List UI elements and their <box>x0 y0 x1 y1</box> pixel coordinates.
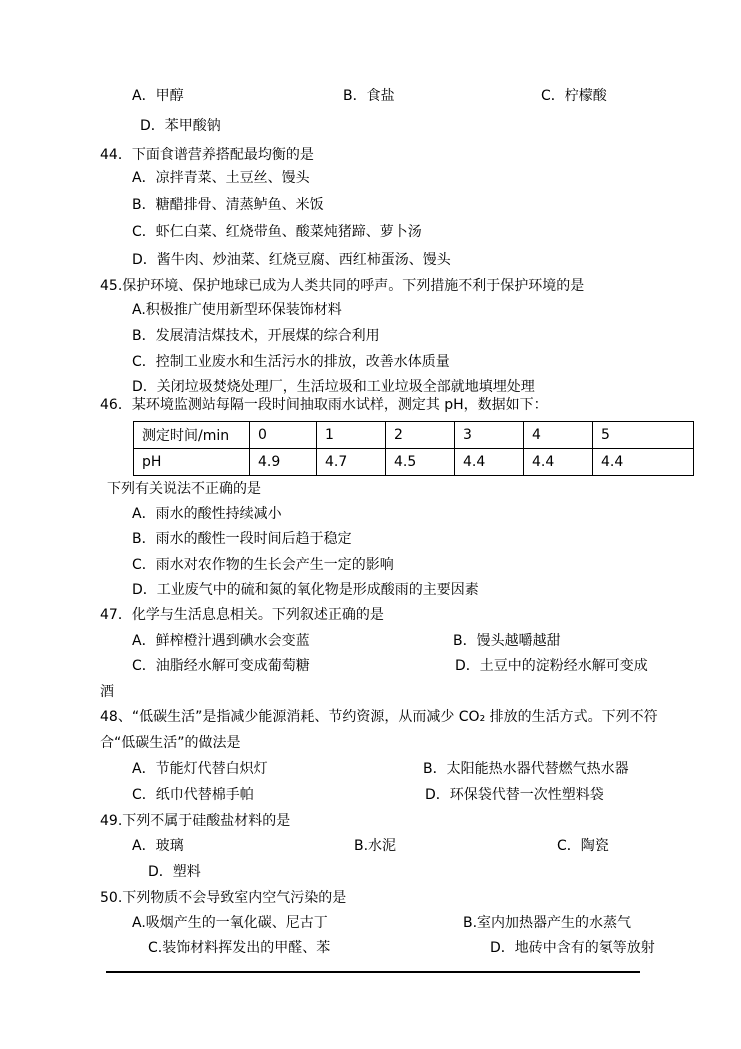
table-cell-ph-2: 4.5 <box>386 449 455 476</box>
q47-option-a: A．鲜榨橙汁遇到碘水会变蓝 <box>132 633 310 649</box>
q47-option-d: D．土豆中的淀粉经水解可变成 <box>455 658 648 674</box>
q48-option-b: B．太阳能热水器代替燃气热水器 <box>423 761 629 777</box>
q45-option-b: B．发展清洁煤技术，开展煤的综合利用 <box>132 328 380 344</box>
q47-title: 47．化学与生活息息相关。下列叙述正确的是 <box>100 607 384 623</box>
table-cell-time-0: 0 <box>250 422 317 449</box>
footer-divider <box>106 971 640 973</box>
q48-option-d: D．环保袋代替一次性塑料袋 <box>425 787 604 803</box>
q46-option-b: B．雨水的酸性一段时间后趋于稳定 <box>132 531 352 547</box>
ph-data-table <box>133 421 694 476</box>
table-cell-time-3: 3 <box>455 422 524 449</box>
table-cell-time-2: 2 <box>386 422 455 449</box>
q50-option-a: A.吸烟产生的一氧化碳、尼古丁 <box>132 915 328 931</box>
q45-option-d: D．关闭垃圾焚烧处理厂，生活垃圾和工业垃圾全部就地填埋处理 <box>132 379 535 395</box>
q48-option-a: A．节能灯代替白炽灯 <box>132 761 268 777</box>
q46-option-a: A．雨水的酸性持续减小 <box>132 506 282 522</box>
table-cell-time-label: 测定时间/min <box>134 422 250 449</box>
table-cell-ph-label: pH <box>134 449 250 476</box>
q45-option-a: A.积极推广使用新型环保装饰材料 <box>132 302 342 318</box>
q44-option-b: B．糖醋排骨、清蒸鲈鱼、米饭 <box>132 197 324 213</box>
q49-option-d: D．塑料 <box>148 864 201 880</box>
q45-title: 45.保护环境、保护地球已成为人类共同的呼声。下列措施不利于保护环境的是 <box>100 278 585 294</box>
table-row-ph <box>134 449 694 476</box>
q50-option-c: C.装饰材料挥发出的甲醛、苯 <box>148 940 331 956</box>
table-cell-ph-1: 4.7 <box>317 449 386 476</box>
q44-option-c: C．虾仁白菜、红烧带鱼、酸菜炖猪蹄、萝卜汤 <box>132 224 422 240</box>
q49-option-c: C．陶瓷 <box>557 838 609 854</box>
q47-option-c: C．油脂经水解可变成葡萄糖 <box>132 658 310 674</box>
table-cell-time-1: 1 <box>317 422 386 449</box>
q49-title: 49.下列不属于硅酸盐材料的是 <box>100 813 291 829</box>
table-row-time <box>134 422 694 449</box>
q48-title-line1: 48、“低碳生活”是指减少能源消耗、节约资源，从而减少 CO₂ 排放的生活方式。下列不符 <box>100 709 658 725</box>
q47-option-d-overflow: 酒 <box>100 684 114 700</box>
q47-option-b: B．馒头越嚼越甜 <box>453 633 561 649</box>
q46-option-c: C．雨水对农作物的生长会产生一定的影响 <box>132 557 394 573</box>
q49-option-a: A．玻璃 <box>132 838 184 854</box>
table-cell-ph-4: 4.4 <box>524 449 593 476</box>
table-cell-ph-3: 4.4 <box>455 449 524 476</box>
q48-option-c: C．纸巾代替棉手帕 <box>132 787 254 803</box>
table-cell-time-4: 4 <box>524 422 593 449</box>
q50-title: 50.下列物质不会导致室内空气污染的是 <box>100 890 347 906</box>
q46-option-d: D．工业废气中的硫和氮的氧化物是形成酸雨的主要因素 <box>132 582 479 598</box>
q50-option-b: B.室内加热器产生的水蒸气 <box>463 915 632 931</box>
q43-option-d: D．苯甲酸钠 <box>140 118 221 134</box>
q44-title: 44．下面食谱营养搭配最均衡的是 <box>100 147 314 163</box>
q45-option-c: C．控制工业废水和生活污水的排放，改善水体质量 <box>132 354 450 370</box>
q48-title-line2: 合“低碳生活”的做法是 <box>100 735 241 751</box>
q43-option-b: B．食盐 <box>343 88 395 104</box>
table-cell-ph-5: 4.4 <box>593 449 694 476</box>
q43-option-c: C．柠檬酸 <box>541 88 607 104</box>
q46-title: 46．某环境监测站每隔一段时间抽取雨水试样，测定其 pH，数据如下： <box>100 397 548 413</box>
table-cell-ph-0: 4.9 <box>250 449 317 476</box>
table-cell-time-5: 5 <box>593 422 694 449</box>
q43-option-a: A．甲醇 <box>132 88 184 104</box>
q46-subtitle: 下列有关说法不正确的是 <box>107 481 261 497</box>
q44-option-d: D．酱牛肉、炒油菜、红烧豆腐、西红柿蛋汤、馒头 <box>132 252 451 268</box>
q49-option-b: B.水泥 <box>354 838 397 854</box>
q50-option-d: D．地砖中含有的氡等放射 <box>490 940 655 956</box>
q44-option-a: A．凉拌青菜、土豆丝、馒头 <box>132 170 310 186</box>
